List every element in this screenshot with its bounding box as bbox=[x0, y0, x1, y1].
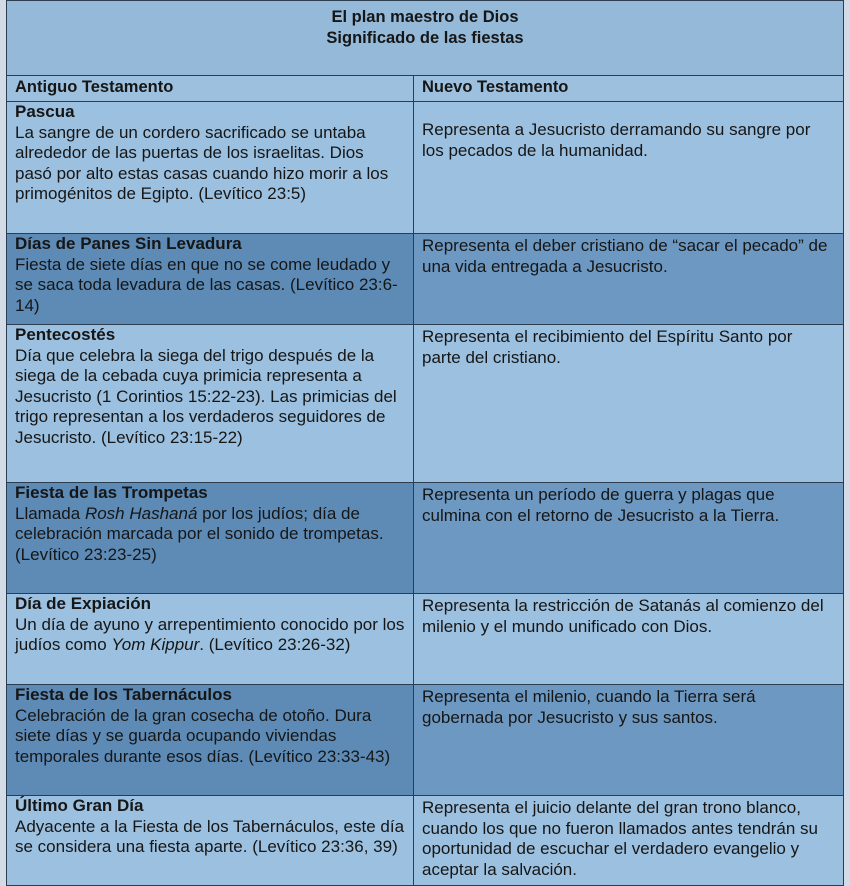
feast-name: Pentecostés bbox=[15, 325, 116, 344]
feast-meaning: Representa el deber cristiano de “sacar el pecado” de una vida entregada a Jesucristo. bbox=[422, 236, 828, 276]
feast-name: Último Gran Día bbox=[15, 796, 144, 815]
feast-row-pentecostes bbox=[7, 325, 844, 483]
emphasis-text: Rosh Hashaná bbox=[84, 503, 198, 523]
column-header-new: Nuevo Testamento bbox=[414, 76, 844, 102]
feast-name: Fiesta de las Trompetas bbox=[15, 483, 208, 502]
feast-name: Pascua bbox=[15, 102, 75, 121]
emphasis-text: Yom Kippur bbox=[111, 635, 200, 655]
feast-row-ultimo-gran-dia bbox=[7, 796, 844, 886]
title-line-1: El plan maestro de Dios bbox=[331, 8, 519, 26]
feast-description: Fiesta de siete días en que no se come leudado y se saca toda levadura de las casas. (Levítico 23:6-14) bbox=[15, 254, 398, 315]
title-line-2: Significado de las fiestas bbox=[326, 29, 524, 47]
feast-row-panes-sin-levadura bbox=[7, 234, 844, 325]
new-testament-cell bbox=[414, 594, 844, 685]
feast-row-pascua bbox=[7, 102, 844, 234]
feast-meaning: Representa el recibimiento del Espíritu Santo por parte del cristiano. bbox=[422, 327, 793, 367]
feast-description: Adyacente a la Fiesta de los Tabernáculos, este día se considera una fiesta aparte. (Levítico 23:36, 39) bbox=[15, 816, 405, 857]
column-header-row bbox=[7, 76, 844, 102]
old-testament-cell bbox=[7, 325, 414, 483]
feast-name: Día de Expiación bbox=[15, 594, 152, 613]
new-testament-cell bbox=[414, 102, 844, 234]
feast-description: Día que celebra la siega del trigo después de la siega de la cebada cuya primicia representa a Jesucristo (1 Corintios 15:22-23). Las primicias del trigo representan a los verdaderos seguidores de Jesucristo. (Levítico 23:15-22) bbox=[15, 345, 397, 447]
feast-row-expiacion bbox=[7, 594, 844, 685]
new-testament-cell bbox=[414, 483, 844, 594]
old-testament-cell bbox=[7, 483, 414, 594]
old-testament-cell bbox=[7, 102, 414, 234]
title-row bbox=[7, 1, 844, 76]
feast-meaning: Representa un período de guerra y plagas que culmina con el retorno de Jesucristo a la Tierra. bbox=[422, 485, 780, 525]
feast-description: La sangre de un cordero sacrificado se untaba alrededor de las puertas de los israelitas. Dios pasó por alto estas casas cuando hizo morir a los primogénitos de Egipto. (Levítico 23:5) bbox=[15, 122, 389, 204]
feast-name: Días de Panes Sin Levadura bbox=[15, 234, 242, 253]
new-testament-cell bbox=[414, 325, 844, 483]
feast-description: Un día de ayuno y arrepentimiento conocido por los judíos como Yom Kippur. (Levítico 23:26-32) bbox=[15, 614, 405, 655]
old-testament-cell bbox=[7, 594, 414, 685]
old-testament-cell bbox=[7, 796, 414, 886]
feast-name: Fiesta de los Tabernáculos bbox=[15, 685, 232, 704]
feast-meaning: Representa la restricción de Satanás al comienzo del milenio y el mundo unificado con Dios. bbox=[422, 596, 824, 636]
old-testament-cell bbox=[7, 685, 414, 796]
feast-meaning: Representa el juicio delante del gran trono blanco, cuando los que no fueron llamados antes tendrán su oportunidad de escuchar el verdadero evangelio y aceptar la salvación. bbox=[422, 798, 818, 879]
feast-row-tabernaculos bbox=[7, 685, 844, 796]
table-title bbox=[7, 1, 844, 76]
new-testament-cell bbox=[414, 685, 844, 796]
feast-row-trompetas bbox=[7, 483, 844, 594]
old-testament-cell bbox=[7, 234, 414, 325]
feast-meaning: Representa el milenio, cuando la Tierra será gobernada por Jesucristo y sus santos. bbox=[422, 687, 756, 727]
feasts-table bbox=[6, 0, 844, 886]
feast-description: Llamada Rosh Hashaná por los judíos; día de celebración marcada por el sonido de trompetas. (Levítico 23:23-25) bbox=[15, 503, 384, 564]
feast-meaning: Representa a Jesucristo derramando su sangre por los pecados de la humanidad. bbox=[422, 120, 811, 160]
new-testament-cell bbox=[414, 234, 844, 325]
feast-description: Celebración de la gran cosecha de otoño. Dura siete días y se guarda ocupando viviendas temporales durante esos días. (Levítico 23:33-43) bbox=[15, 705, 391, 766]
new-testament-cell bbox=[414, 796, 844, 886]
column-header-old: Antiguo Testamento bbox=[7, 76, 414, 102]
